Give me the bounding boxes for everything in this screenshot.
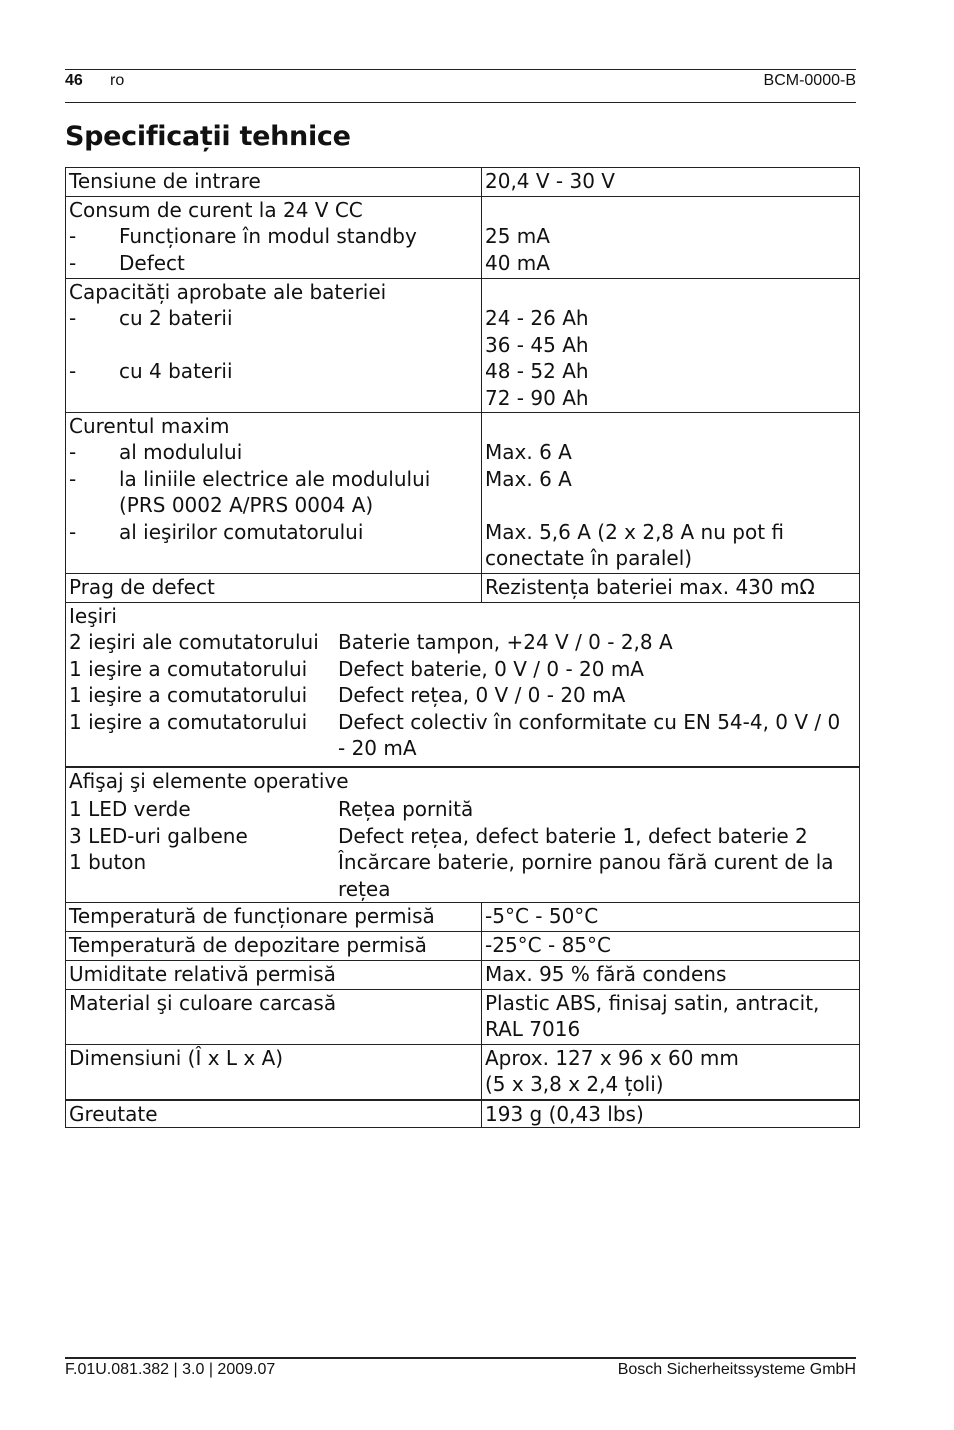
row-label: Greutate <box>66 1101 482 1127</box>
row-value-cont: conectate în paralel) <box>485 546 693 571</box>
table-row-consumption <box>65 196 860 278</box>
element-description: Defect rețea, defect baterie 1, defect baterie 2 <box>338 823 808 848</box>
list-item <box>69 849 856 902</box>
row-label: Dimensiuni (Î x L x A) <box>66 1045 482 1099</box>
row-value: 193 g (0,43 lbs) <box>485 1102 644 1126</box>
row-value: Max. 6 A <box>485 466 572 491</box>
list-item <box>69 439 478 465</box>
row-value: 25 mA <box>485 224 550 249</box>
row-label: Temperatură de depozitare permisă <box>66 932 482 960</box>
row-label: Consum de curent la 24 V CC <box>69 198 363 222</box>
list-item <box>69 629 856 655</box>
list-dash: - <box>69 466 77 491</box>
output-description: Baterie tampon, +24 V / 0 - 2,8 A <box>338 630 673 655</box>
table-row-dimensions <box>65 1044 860 1099</box>
list-item <box>69 656 856 682</box>
row-label: Prag de defect <box>66 574 482 602</box>
element-name: 1 buton <box>69 850 147 875</box>
element-description: Rețea pornită <box>338 797 474 822</box>
list-dash: - <box>69 359 77 384</box>
list-dash: - <box>69 250 77 275</box>
row-value: Rezistența bateriei max. 430 mΩ <box>485 575 815 599</box>
list-item-label: cu 4 baterii <box>119 359 233 384</box>
table-row-humidity <box>65 960 860 989</box>
list-item <box>69 796 856 822</box>
list-item <box>69 250 478 276</box>
list-item-label: al ieşirilor comutatorului <box>119 519 364 544</box>
spec-table <box>65 167 860 1128</box>
output-name: 1 ieşire a comutatorului <box>69 683 308 708</box>
row-value: -25°C - 85°C <box>485 933 611 957</box>
header-top-rule <box>65 69 856 70</box>
list-item-label: la liniile electrice ale modulului <box>119 466 431 491</box>
list-item <box>69 358 478 384</box>
language-code: ro <box>110 72 125 89</box>
row-value: -5°C - 50°C <box>485 904 599 928</box>
row-label: Tensiune de intrare <box>66 168 482 196</box>
element-name: 3 LED-uri galbene <box>69 823 248 848</box>
row-value-cont: (5 x 3,8 x 2,4 țoli) <box>485 1072 664 1097</box>
list-dash: - <box>69 519 77 544</box>
row-label: Umiditate relativă permisă <box>66 961 482 989</box>
list-dash: - <box>69 440 77 465</box>
row-label: Material şi culoare carcasă <box>66 990 482 1044</box>
row-value: 20,4 V - 30 V <box>485 169 615 193</box>
table-row-battery <box>65 278 860 412</box>
list-item-label: Funcționare în modul standby <box>119 224 417 249</box>
table-row-op-temp <box>65 902 860 931</box>
row-value-cont: RAL 7016 <box>485 1017 581 1042</box>
page-number: 46 <box>65 72 83 89</box>
list-item-label-cont: (PRS 0002 A/PRS 0004 A) <box>119 493 374 518</box>
list-dash: - <box>69 306 77 331</box>
output-description: Defect colectiv în conformitate cu EN 54-4, 0 V / 0 - 20 mA <box>338 709 841 761</box>
footer-doc-info: F.01U.081.382 | 3.0 | 2009.07 <box>65 1361 276 1378</box>
row-value: 40 mA <box>485 250 550 275</box>
table-row-input-voltage <box>65 167 860 196</box>
table-row-fault-threshold <box>65 573 860 602</box>
row-value: 36 - 45 Ah <box>485 332 589 357</box>
row-value: 48 - 52 Ah <box>485 359 589 384</box>
list-item-label: Defect <box>119 250 185 275</box>
footer-rule <box>65 1357 856 1359</box>
list-item <box>69 823 856 849</box>
table-row-material <box>65 989 860 1044</box>
list-item-label: cu 2 baterii <box>119 306 233 331</box>
table-row-display <box>65 766 860 902</box>
table-row-storage-temp <box>65 931 860 960</box>
output-name: 2 ieşiri ale comutatorului <box>69 630 319 655</box>
header-bottom-rule <box>65 102 856 103</box>
list-item-label: al modulului <box>119 440 243 465</box>
table-row-max-current <box>65 412 860 573</box>
row-label: Temperatură de funcționare permisă <box>66 903 482 931</box>
row-value: Max. 95 % fără condens <box>485 962 727 986</box>
page-title: Specificații tehnice <box>65 121 351 152</box>
table-row-weight <box>65 1099 860 1128</box>
list-item <box>69 519 478 545</box>
row-value: Max. 5,6 A (2 x 2,8 A nu pot fi <box>485 519 784 544</box>
list-item <box>69 466 478 492</box>
list-item <box>69 709 856 762</box>
row-value: 24 - 26 Ah <box>485 306 589 331</box>
list-item <box>69 223 478 249</box>
document-code: BCM-0000-B <box>763 72 856 89</box>
row-value: 72 - 90 Ah <box>485 385 589 410</box>
list-item <box>69 305 478 331</box>
row-value: Aprox. 127 x 96 x 60 mm <box>485 1046 739 1070</box>
row-label: Ieşiri <box>69 604 117 628</box>
output-name: 1 ieşire a comutatorului <box>69 709 308 734</box>
row-label: Afişaj şi elemente operative <box>69 769 349 793</box>
row-label: Capacități aprobate ale bateriei <box>69 280 387 304</box>
row-value: Plastic ABS, finisaj satin, antracit, <box>485 991 820 1015</box>
list-dash: - <box>69 224 77 249</box>
element-description: Încărcare baterie, pornire panou fără curent de la rețea <box>338 850 834 901</box>
row-label: Curentul maxim <box>69 414 230 438</box>
footer-company: Bosch Sicherheitssysteme GmbH <box>617 1361 856 1378</box>
table-row-outputs <box>65 602 860 766</box>
output-description: Defect baterie, 0 V / 0 - 20 mA <box>338 656 644 681</box>
output-name: 1 ieşire a comutatorului <box>69 656 308 681</box>
list-item <box>69 682 856 708</box>
element-name: 1 LED verde <box>69 797 191 822</box>
row-value: Max. 6 A <box>485 440 572 465</box>
output-description: Defect rețea, 0 V / 0 - 20 mA <box>338 683 626 708</box>
